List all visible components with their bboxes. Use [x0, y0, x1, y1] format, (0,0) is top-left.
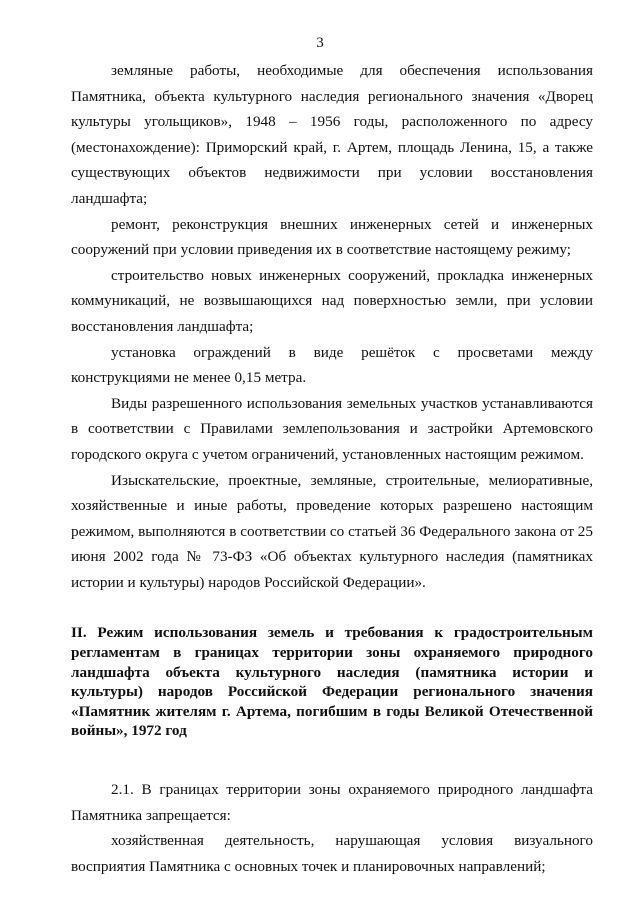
section-heading: II. Режим использования земель и требования к градостроительным регламентам в границах территории зоны охраняемого природного ландшафта объекта культурного наследия (памятника истории и культуры) народов Российской Федерации регионального значения «Памятник жителям г. Артема, погибшим в годы Великой Отечественной войны», 1972 год — [71, 624, 593, 740]
paragraph-economic-activity: хозяйственная деятельность, нарушающая условия визуального восприятия Памятника с основных точек и планировочных направлений; — [71, 832, 593, 875]
paragraph-earthworks: земляные работы, необходимые для обеспечения использования Памятника, объекта культурного наследия регионального значения «Дворец культуры угольщиков», 1948 – 1956 годы, расположенного по адресу (местонахождение): Приморский край, г. Артем, площадь Ленина, 15, а также существующих объектов недвижимости при условии восстановления ландшафта; — [71, 62, 593, 207]
paragraph-new-structures: строительство новых инженерных сооружений, прокладка инженерных коммуникаций, не возвышающихся над поверхностью земли, при условии восстановления ландшафта; — [71, 266, 593, 335]
paragraph-land-use-types: Виды разрешенного использования земельных участков устанавливаются в соответствии с Правилами землепользования и застройки Артемовского городского округа с учетом ограничений, установленных настоящим режимом. — [71, 394, 593, 463]
paragraph-repair-networks: ремонт, реконструкция внешних инженерных сетей и инженерных сооружений при условии приведения их в соответствие настоящему режиму; — [71, 215, 593, 259]
page-number: 3 — [316, 35, 324, 51]
paragraph-fences: установка ограждений в виде решёток с просветами между конструкциями не менее 0,15 метра. — [71, 343, 593, 387]
paragraph-works-federal-law: Изыскательские, проектные, земляные, строительные, мелиоративные, хозяйственные и иные работы, проведение которых разрешено настоящим режимом, выполняются в соответствии со статьей 36 Федерального закона от 25 июня 2002 года № 73-ФЗ «Об объектах культурного наследия (памятниках истории и культуры) народов Российской Федерации». — [71, 471, 593, 591]
paragraph-2-1-prohibited: 2.1. В границах территории зоны охраняемого природного ландшафта Памятника запрещается: — [71, 781, 593, 824]
spacer — [71, 741, 593, 777]
document-body — [71, 58, 593, 879]
